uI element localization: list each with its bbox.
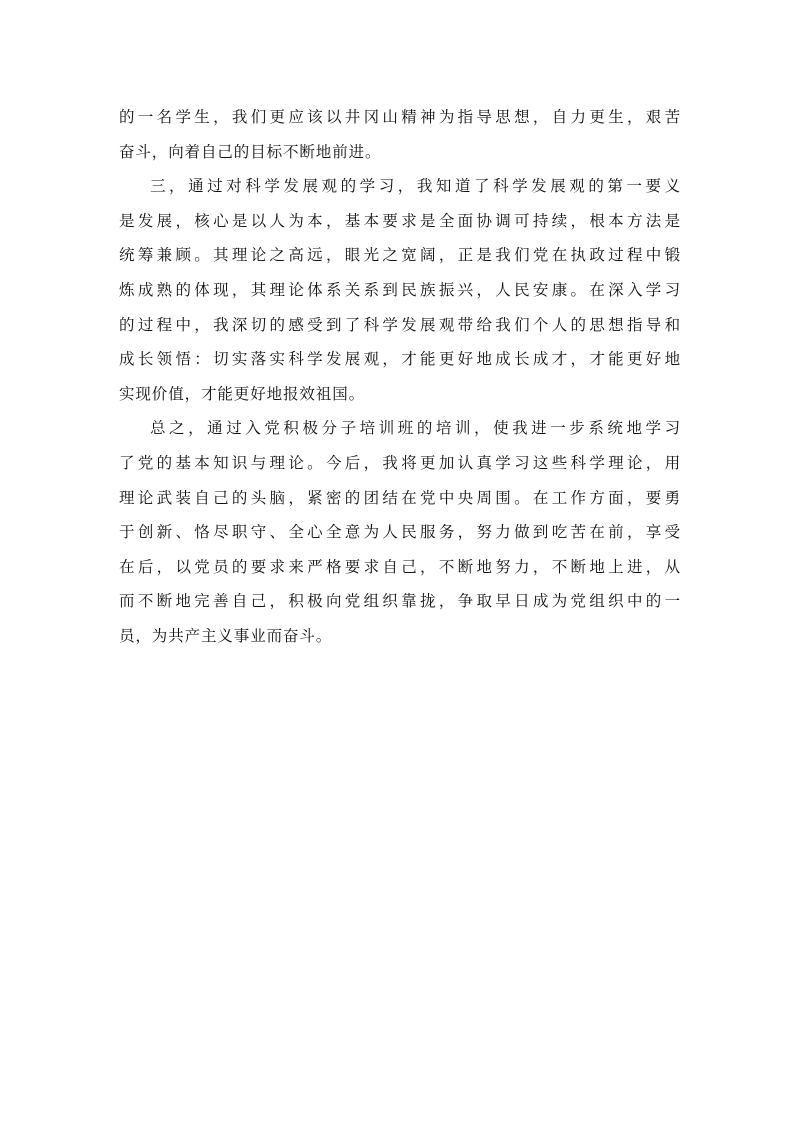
paragraph-conclusion (119, 411, 681, 653)
text-line: 员，为共产主义事业而奋斗。 (119, 626, 333, 645)
text-line: 于创新、恪尽职守、全心全意为人民服务，努力做到吃苦在前，享受 (119, 523, 681, 542)
text-line: 理论武装自己的头脑，紧密的团结在党中央周围。在工作方面，要勇 (119, 488, 681, 507)
paragraph-continuation (119, 100, 681, 169)
text-line: 的过程中，我深切的感受到了科学发展观带给我们个人的思想指导和 (119, 315, 681, 334)
text-line: 实现价值，才能更好地报效祖国。 (119, 384, 366, 403)
text-line: 奋斗，向着自己的目标不断地前进。 (119, 142, 382, 161)
text-line: 成长领悟：切实落实科学发展观，才能更好地成长成才，才能更好地 (119, 350, 681, 369)
text-line: 是发展，核心是以人为本，基本要求是全面协调可持续，根本方法是 (119, 211, 681, 230)
text-line: 总之，通过入党积极分子培训班的培训，使我进一步系统地学习 (150, 419, 681, 438)
paragraph-scientific-outlook (119, 169, 681, 411)
text-line: 在后，以党员的要求来严格要求自己，不断地努力，不断地上进，从 (119, 557, 681, 576)
text-line: 炼成熟的体现，其理论体系关系到民族振兴，人民安康。在深入学习 (119, 280, 681, 299)
text-line: 统筹兼顾。其理论之高远，眼光之宽阔，正是我们党在执政过程中锻 (119, 246, 681, 265)
text-line: 的一名学生，我们更应该以井冈山精神为指导思想，自力更生，艰苦 (119, 108, 681, 126)
document-body (119, 100, 681, 654)
text-line: 三，通过对科学发展观的学习，我知道了科学发展观的第一要义 (150, 177, 681, 196)
text-line: 而不断地完善自己，积极向党组织靠拢，争取早日成为党组织中的一 (119, 592, 681, 611)
text-line: 了党的基本知识与理论。今后，我将更加认真学习这些科学理论，用 (119, 453, 681, 472)
